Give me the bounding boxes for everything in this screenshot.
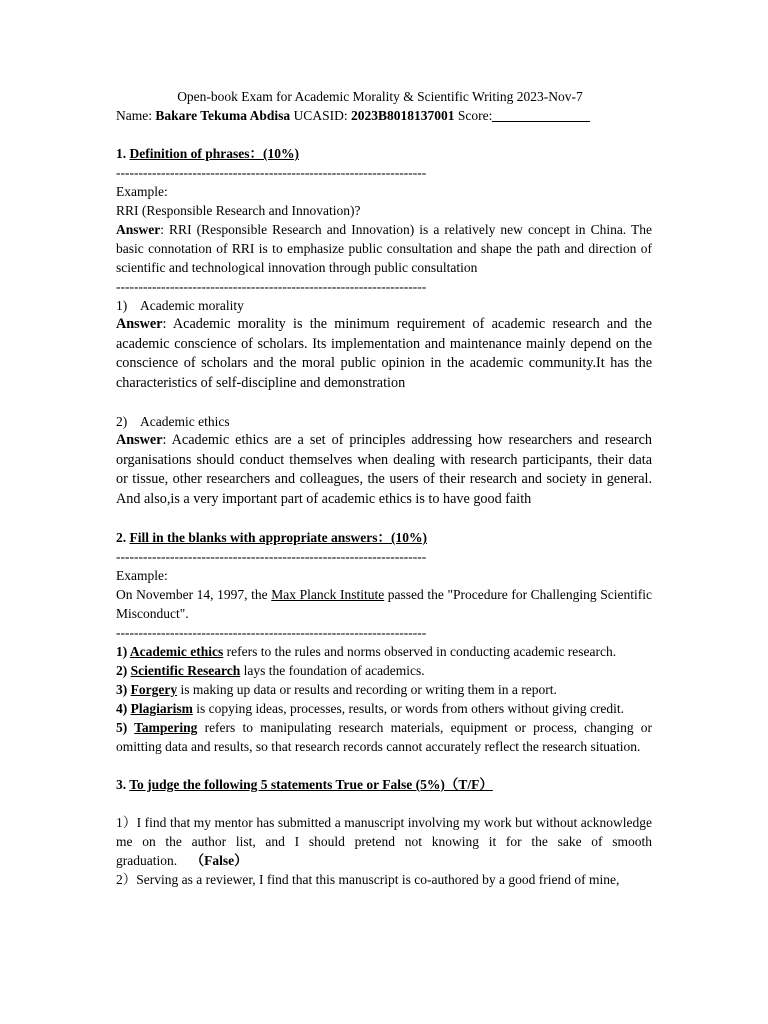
fill-answer: Forgery: [130, 682, 178, 697]
example-question: RRI (Responsible Research and Innovation)?: [116, 203, 361, 218]
answer-1-2: Answer: Academic ethics are a set of principles addressing how researchers and research organisations should conduct themselves when dealing with research participants, their data or tissue, other researchers and colleagues, the users of their research and society in general. And also,is a very important part of academic ethics is to have good faith: [116, 432, 652, 507]
example-answer: Answer: RRI (Responsible Research and Innovation) is a relatively new concept in China. The basic connotation of RRI is to emphasize public consultation and shape the path and direction of scientific and technological innovation through public consultation: [116, 222, 652, 275]
student-name: Bakare Tekuma Abdisa: [155, 108, 291, 123]
fill-item-5: 5) Tampering refers to manipulating research materials, equipment or process, changing or omitting data and results, so that research records cannot accurately reflect the research situation.: [116, 720, 652, 754]
section2-title: Fill in the blanks with appropriate answers：(10%): [129, 530, 428, 545]
divider: ---------------------------------------------------------------------: [116, 279, 427, 294]
section3-title: To judge the following 5 statements True or False (5%)（T/F）: [129, 777, 493, 792]
section2-heading: 2. Fill in the blanks with appropriate answers：(10%): [116, 530, 428, 545]
question-1-1: 1) Academic morality: [116, 298, 244, 313]
section1-heading: 1. Definition of phrases：(10%): [116, 146, 299, 161]
score-label: Score:: [454, 108, 493, 123]
tf-item-2: 2）Serving as a reviewer, I find that this manuscript is co-authored by a good friend of mine,: [116, 872, 620, 887]
divider: ---------------------------------------------------------------------: [116, 165, 427, 180]
divider: ---------------------------------------------------------------------: [116, 625, 427, 640]
section1-title: Definition of phrases：(10%): [129, 146, 299, 161]
fill-item-1: 1) Academic ethics refers to the rules and norms observed in conducting academic research.: [116, 644, 617, 659]
fill-answer: Scientific Research: [130, 663, 241, 678]
example-sentence: On November 14, 1997, the Max Planck Institute passed the "Procedure for Challenging Scientific Misconduct".: [116, 587, 653, 621]
fill-item-2: 2) Scientific Research lays the foundation of academics.: [116, 663, 425, 678]
ucasid-label: UCASID:: [290, 108, 351, 123]
fill-answer: Academic ethics: [129, 644, 224, 659]
tf-item-1: 1）I find that my mentor has submitted a manuscript involving my work but without acknowledge me on the author list, and I should pretend not knowing it for the sake of smooth graduation. （False）: [116, 815, 652, 868]
fill-item-4: 4) Plagiarism is copying ideas, processes, results, or words from others without giving credit.: [116, 701, 625, 716]
fill-answer: Plagiarism: [130, 701, 193, 716]
answer-1-1: Answer: Academic morality is the minimum requirement of academic research and the academic conscience of scholars. Its implementation and maintenance mainly depend on the conscience of scholars and the moral public opinion in the academic community.It has the characteristics of self-discipline and demonstration: [116, 316, 652, 391]
example-label: Example:: [116, 568, 168, 583]
question-1-2: 2) Academic ethics: [116, 414, 230, 429]
example-blank: Max Planck Institute: [271, 587, 385, 602]
ucasid-value: 2023B8018137001: [350, 108, 455, 123]
exam-title: Open-book Exam for Academic Morality & Scientific Writing 2023-Nov-7: [177, 89, 583, 104]
section3-heading: 3. To judge the following 5 statements True or False (5%)（T/F）: [116, 777, 493, 792]
fill-answer: Tampering: [134, 720, 198, 735]
tf-answer: （False）: [190, 853, 248, 868]
example-label: Example:: [116, 184, 168, 199]
score-blank: [492, 107, 590, 122]
name-line: [116, 106, 652, 125]
divider: ---------------------------------------------------------------------: [116, 549, 427, 564]
exam-page: [116, 87, 652, 889]
name-label: Name:: [116, 108, 156, 123]
fill-item-3: 3) Forgery is making up data or results and recording or writing them in a report.: [116, 682, 557, 697]
